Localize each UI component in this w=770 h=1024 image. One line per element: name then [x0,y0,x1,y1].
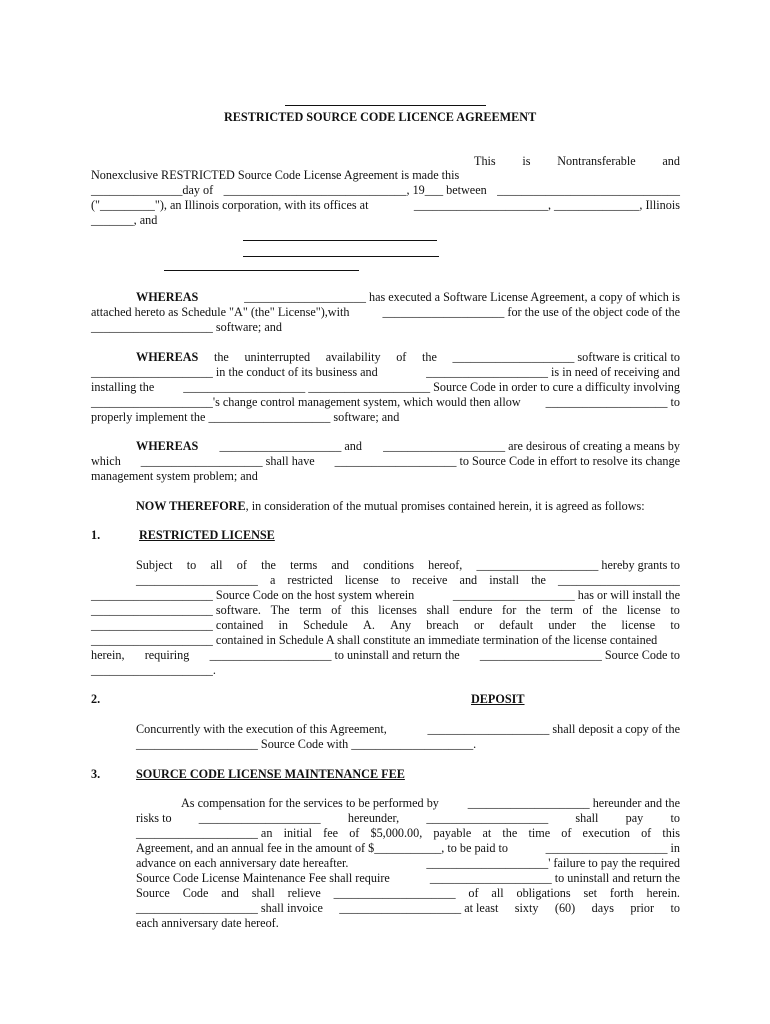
s1-word: Subject [136,558,173,572]
whereas2-line-3 [91,380,680,395]
s1-word: the [525,603,541,617]
s3-word: (60) [554,901,576,915]
whereas-word: of [396,350,407,364]
intro-seg: ______________________, ______________, Illinois [413,198,680,212]
blank-line-2 [243,256,439,257]
s3-word: shall [575,811,599,825]
s3-word: Code [182,886,209,900]
s3-seg: Source Code License Maintenance Fee shall require [136,871,390,885]
s3-word: obligations [516,886,571,900]
title-top-rule [285,105,486,106]
s3-word: set [583,886,598,900]
s1-word: this [351,603,369,617]
s3-word: pay [625,811,644,825]
s1-word: term [550,603,573,617]
intro-line-5: _______, and [91,213,158,227]
section1-number: 1. [91,528,101,542]
s1-word: of [331,603,342,617]
whereas1-line-3: ____________________ software; and [91,320,282,334]
s1-word: receive [412,573,448,587]
s3-word: to [670,901,680,915]
s1-word: to [670,603,680,617]
s3-seg: Agreement, and an annual fee in the amount of $___________, to be paid to [136,841,508,855]
s3-word: risks to [136,811,172,825]
whereas-word: uninterrupted [244,350,311,364]
s2-seg: ____________________ shall deposit a copy of the [427,722,680,736]
whereas-text: ____________________ has executed a Software License Agreement, a copy of which is [244,290,680,304]
s1-word: and [459,573,478,587]
intro-line-1 [474,154,680,169]
s3-seg: ____________________ in [545,841,680,855]
section1-heading: RESTRICTED LICENSE [139,528,275,542]
section2-line-1 [136,722,680,737]
section1-line-7 [91,648,680,663]
s1-word: Schedule [303,618,348,632]
s3-word: of [561,826,572,840]
s3-word: of [468,886,479,900]
s1-word: licenses [378,603,417,617]
section3-line-5 [136,856,680,871]
s3-word: ____________________ [333,886,456,900]
section3-line-1 [181,796,680,811]
s1-word: all [210,558,223,572]
s1-word: the [591,618,607,632]
s1-word: the [261,558,276,572]
intro-seg: ("_________"), an Illinois corporation, with its offices at [91,198,369,212]
intro-word: This [474,154,496,168]
s3-word: time [528,826,551,840]
s1-word: to [186,558,197,572]
s3-seg: ____________________ at least [339,901,499,915]
s3-word: of [349,826,360,840]
section3-line-4 [136,841,680,856]
section3-line-9: each anniversary date hereof. [136,916,279,930]
s1-seg: ____________________ Source Code to [479,648,680,662]
s1-word: hereof, [428,558,463,572]
s3-seg: ____________________ hereunder and the [467,796,680,810]
section1-line-4 [91,603,680,618]
s1-word: of [236,558,247,572]
s3-word: ____________________ [426,811,549,825]
s3-word: ____________________ an [136,826,273,840]
s3-word: herein. [646,886,680,900]
blank-line-1 [243,240,437,241]
s1-word: ____________________ contained [91,618,264,632]
section2-heading: DEPOSIT [471,692,525,706]
s1-word: endure [459,603,493,617]
s1-seg: ____________________ to uninstall and return the [209,648,460,662]
whereas-word: ____________________ software is critical to [452,350,680,364]
s3-word: forth [609,886,634,900]
whereas-word: the [213,350,229,364]
s3-word: shall [251,886,275,900]
s3-word: of [641,826,652,840]
s1-word: ____________________ [136,573,258,587]
section1-line-2 [136,573,680,588]
whereas-seg: ____________________ ____________________ Source Code in order to cure a difficulty involving [183,380,680,394]
intro-seg: ______________________________, 19___ between [223,183,487,197]
s1-word: terms [290,558,318,572]
s1-word: install [489,573,519,587]
whereas3-line-2 [91,454,680,469]
s3-word: $5,000.00, [370,826,423,840]
s3-word: and [221,886,239,900]
whereas2-line-2 [91,365,680,380]
s1-seg: requiring [144,648,190,662]
s3-seg: ____________________ to uninstall and return the [429,871,680,885]
s1-word: or [473,618,485,632]
blank-line-3 [164,270,359,271]
s1-word: default [499,618,534,632]
s3-word: ____________________ [198,811,321,825]
whereas-seg: ____________________ in the conduct of its business and [91,365,378,379]
section3-line-6 [136,871,680,886]
s1-word: license [344,573,379,587]
s1-word: restricted [287,573,333,587]
s1-word: to [390,573,401,587]
whereas3-line-1 [136,439,680,454]
whereas-seg: ____________________ are desirous of creating a means by [383,439,680,453]
whereas-seg: ____________________ to [545,395,680,409]
whereas1-line-2 [91,305,680,320]
whereas2-line-5: properly implement the ____________________ software; and [91,410,400,424]
s1-seg: ____________________ Source Code on the host system wherein [91,588,415,602]
whereas-seg: ____________________ shall have [140,454,315,468]
whereas-label: WHEREAS [136,290,199,304]
s3-word: hereunder, [347,811,400,825]
whereas-word: availability [325,350,381,364]
section3-line-2 [136,811,680,826]
s3-seg: ____________________ shall invoice [136,901,323,915]
section1-line-6 [91,633,680,648]
section3-heading: SOURCE CODE LICENSE MAINTENANCE FEE [136,767,405,781]
s3-word: to [670,811,680,825]
whereas1-line-1 [136,290,680,305]
s1-word: in [278,618,288,632]
whereas-label: WHEREAS [136,350,199,364]
s1-word: license [621,618,656,632]
s3-word: execution [582,826,630,840]
s1-word: a [269,573,276,587]
whereas-label: WHEREAS [136,439,199,453]
s3-word: Source [136,886,170,900]
whereas3-line-3: management system problem; and [91,469,258,483]
now-therefore-label: NOW THEREFORE [136,499,246,513]
whereas-seg: ____________________ and [219,439,362,453]
s3-word: sixty [514,901,539,915]
s3-word: fee [323,826,339,840]
section1-line-3 [91,588,680,603]
s1-word: Any [390,618,412,632]
s1-word: to [670,618,680,632]
section3-line-8 [136,901,680,916]
intro-line-3 [91,183,680,198]
s1-word: the [531,573,546,587]
s1-seg: ____________________ contained in Schedule A shall constitute an immediate termination of the license contained [91,633,658,647]
intro-word: Nontransferable [557,154,636,168]
whereas-seg: attached hereto as Schedule "A" (the" License"),with [91,305,350,319]
s3-word: the [502,826,518,840]
whereas-seg: installing the [91,380,155,394]
section3-line-7 [136,886,680,901]
section3-line-3 [136,826,680,841]
s1-word: breach [426,618,459,632]
s3-seg: ____________________' failure to pay the required [426,856,680,870]
s1-word: term [299,603,322,617]
now-therefore-text: , in consideration of the mutual promises contained herein, it is agreed as follows: [245,499,645,513]
intro-word: is [522,154,531,168]
s1-word: The [270,603,290,617]
s1-word: of [582,603,593,617]
whereas-seg: which [91,454,121,468]
s1-word: the [602,603,618,617]
whereas-seg: ____________________ is in need of receiving and [426,365,680,379]
s3-seg: advance on each anniversary date hereafter. [136,856,349,870]
s3-word: payable [433,826,472,840]
whereas-seg: ____________________'s change control management system, which would then allow [91,395,521,409]
section1-line-8: ____________________. [91,663,216,677]
s1-word: for [502,603,517,617]
intro-line-2: Nonexclusive RESTRICTED Source Code License Agreement is made this [91,168,460,182]
intro-word: and [662,154,680,168]
intro-seg: _______________day of [91,183,214,197]
s3-word: this [662,826,680,840]
intro-line-4 [91,198,680,213]
now-therefore-clause [136,499,645,514]
s1-word: ____________________ software. [91,603,261,617]
s1-word: shall [426,603,450,617]
s1-word: and [331,558,349,572]
s1-word: ____________________ hereby grants to [476,558,680,572]
document-title: RESTRICTED SOURCE CODE LICENCE AGREEMENT [224,110,537,124]
s1-word: license [626,603,661,617]
section3-number: 3. [91,767,101,781]
section2-line-2: ____________________ Source Code with ____________________. [136,737,477,751]
s3-word: all [491,886,504,900]
whereas-word: the [421,350,437,364]
section1-line-5 [91,618,680,633]
s1-word: conditions [363,558,414,572]
whereas2-line-4 [91,395,680,410]
s2-seg: Concurrently with the execution of this Agreement, [136,722,387,736]
section2-number: 2. [91,692,101,706]
s3-word: prior [630,901,655,915]
s1-seg: ____________________ has or will install the [452,588,680,602]
s3-word: relieve [287,886,321,900]
s1-seg: herein, [91,648,125,662]
whereas-seg: ____________________ for the use of the object code of the [382,305,680,319]
s3-word: days [591,901,614,915]
s3-word: at [482,826,492,840]
s3-word: initial [283,826,313,840]
s1-word: ____________________ [558,573,680,587]
intro-seg: ______________________________ [497,183,680,197]
s1-word: under [548,618,577,632]
whereas-seg: ____________________ to Source Code in effort to resolve its change [334,454,680,468]
s1-word: A. [363,618,375,632]
whereas2-line-1 [136,350,680,365]
s3-seg: As compensation for the services to be performed by [181,796,439,810]
section1-line-1 [136,558,680,573]
